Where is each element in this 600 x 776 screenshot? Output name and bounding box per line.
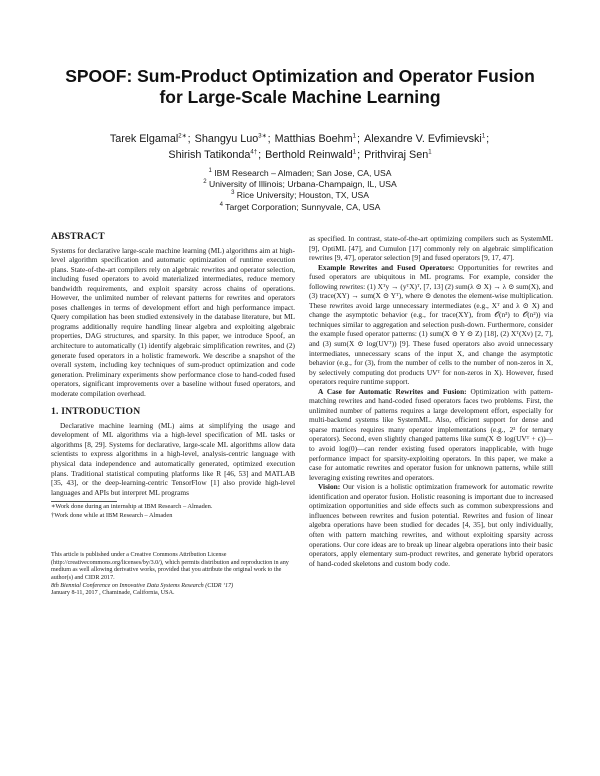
footnote-ibm: †Work done while at IBM Research – Almaden [51, 511, 173, 519]
vision-heading: Vision: [318, 482, 341, 492]
footnote-internship: ∗Work done during an internship at IBM Research – Almaden. [51, 503, 213, 511]
example-heading: Example Rewrites and Fused Operators: [318, 262, 455, 272]
case-paragraph [309, 387, 553, 482]
author-mark: 1 [428, 149, 432, 156]
author-name: Shirish Tatikonda [168, 149, 251, 161]
affiliation: $^2$ University of Illinois; Urbana-Champaign, IL, USA [203, 179, 397, 190]
license-text: This article is published under a Creative Commons Attribution License (http://creativecommons.org/licenses/by/3.0/), which permits distribution and reproduction in any medium as well allowing derivative works, provided that you attribute the original work to the author(s) and CIDR 2017. [51, 551, 289, 581]
author-row-1: Tarek Elgamal$^{2∗}$; Shangyu Luo$^{3∗}$; Matthias Boehm$^1$; Alexandre V. Evfimievski$^1$; [109, 133, 490, 145]
example-text: Opportunities for rewrites and fused operators are ubiquitous in ML programs. For example, consider the following rewrites: (1) Xᵀy → (yᵀX)ᵀ, [7, 13] (2) sum(λ ⊙ X) → λ ⊙ sum(X), and (3) trace(XY) → sum(X ⊙ Yᵀ), where ⊙ denotes the element-wise multiplication. These rewrites avoid large unnecessary intermediates (e.g., Xᵀ and λ ⊙ X) and change the asymptotic behavior (e.g., for trace(XY), from 𝒪(n³) to 𝒪(n²)) via techniques similar to aggregation and selection push-down. Furthermore, consider the example fused operator patterns: (1) sum(X ⊙ Y ⊙ Z) [18], (2) Xᵀ(Xv) [2, 7], and (3) sum(X ⊙ log(UVᵀ)) [9]. These fused operators also avoid unnecessary intermediates, unnecessary scans of the input X, and change the asymptotic behavior (e.g., for (3), from the number of cells to the number of non-zeros in X, by selectively computing dot products UVᵀ for non-zeros in X). However, fused operators require runtime support. [309, 262, 553, 387]
author-name: Tarek Elgamal [109, 133, 179, 145]
title-line-1: SPOOF: Sum-Product Optimization and Operator Fusion [65, 66, 535, 86]
author-mark: 1 [352, 133, 356, 140]
author-row-2: Shirish Tatikonda$^{4\dagger}$; Berthold Reinwald$^1$; Prithviraj Sen$^1$ [168, 149, 432, 161]
paper-title [40, 66, 560, 108]
affiliation: $^1$ IBM Research – Almaden; San Jose, CA, USA [208, 168, 392, 178]
continued-paragraph: as specified. In contrast, state-of-the-art optimizing compilers such as SystemML [9], OptiML [47], and Cumulon [17] commonly rely on algebraic simplification rewrites [9, 47], operator selection [9] and fused operators [9, 17, 47]. [309, 234, 553, 263]
case-heading: A Case for Automatic Rewrites and Fusion: [318, 386, 467, 396]
author-name: Berthold Reinwald [265, 149, 353, 161]
affiliation: $^3$ Rice University; Houston, TX, USA [231, 190, 369, 201]
affiliation: $^4$ Target Corporation; Sunnyvale, CA, USA [219, 201, 381, 212]
author-list [40, 131, 560, 163]
author-mark: 4† [250, 149, 258, 156]
author-mark: 1 [352, 149, 357, 156]
affiliation-list [40, 168, 560, 213]
conference-date: January 8-11, 2017 , Chaminade, California, USA. [51, 590, 175, 597]
right-column [309, 234, 553, 568]
author-mark: 2∗ [178, 133, 187, 140]
license-block [51, 552, 295, 598]
left-column [51, 232, 295, 598]
conference-name: 8th Biennial Conference on Innovative Data Systems Research (CIDR ‘17) [51, 582, 234, 589]
example-paragraph [309, 263, 553, 387]
author-mark: 1 [481, 133, 486, 140]
intro-heading: 1. INTRODUCTION [51, 406, 141, 418]
author-name: Alexandre V. Evfimievski [364, 133, 482, 145]
author-mark: 3∗ [258, 133, 267, 140]
author-name: Shangyu Luo [194, 133, 259, 145]
case-text: Optimization with pattern-matching rewrites and hand-coded fused operators faces two problems. First, the unlimited number of patterns requires a large development effort, especially for multi-backend systems like SystemML. Also, efficient support for dense and sparse matrices requires many operator implementations (e.g., 2³ for ternary operators). Second, even slightly changed patterns like sum(X ⊙ log(UVᵀ + ϵ))—to avoid log(0)—can render existing fused operators inapplicable, with huge performance impact for sparsity-exploiting operators. In this paper, we make a case for automatic rewrites and operator fusion for unknown patterns, while still leveraging existing rewrites and operators. [309, 386, 553, 482]
author-name: Matthias Boehm [274, 133, 353, 145]
intro-paragraph: Declarative machine learning (ML) aims at simplifying the usage and development of ML algorithms via a high-level specification of ML tasks or algorithms [8, 29]. Systems for declarative, large-scale ML algorithms allow data scientists to express algorithms in a high-level, analysis-centric language with physical data independence and automatically generated, optimized execution plans. Traditional statistical computing platforms like R [46, 53] and MATLAB [35, 43], or the deep-learning-centric TensorFlow [1] also provide high-level languages and APIs but interpret ML programs [51, 420, 295, 497]
abstract-text: Systems for declarative large-scale machine learning (ML) algorithms aim at high-level algorithm specification and automatic optimization of runtime execution plans. State-of-the-art compilers rely on algebraic rewrites and operator selection, including fused operators to avoid materialized intermediates, reduce memory bandwidth requirements, and exploit sparsity across chains of operations. However, the unlimited number of relevant patterns for rewrites and operators poses challenges in terms of development effort and high performance impact. Query compilation has been studied extensively in the database literature, but ML programs additionally require handling linear algebra and exploiting algebraic properties, DAG structures, and sparsity. In this paper, we introduce Spoof, an architecture to automatically (1) identify algebraic simplification rewrites, and (2) generate fused operators in a holistic framework. We describe a snapshot of the overall system, including key techniques of sum-product optimization and code generation. Preliminary experiments show performance close to hand-coded fused operators, significant improvements over a baseline without fused operators, and moderate compilation overhead. [51, 245, 295, 398]
author-name: Prithviraj Sen [364, 149, 429, 161]
vision-paragraph [309, 482, 553, 568]
vision-text: Our vision is a holistic optimization framework for automatic rewrite identification and operator fusion. Holistic reasoning is important due to increased optimization opportunities and side effects such as common subexpressions and influences between rewrites and fusion potential. Rewrites and fusion of linear algebra operations have been studied for decades [4, 35], but only individually, often with pattern matching rewrites, and without exploiting sparsity across operations. Our core ideas are to break up linear algebra operations into their basic operators, apply elementary sum-product rewrites, and generate hybrid operators of hand-coded skeletons and custom body code. [309, 482, 553, 568]
abstract-heading: ABSTRACT [51, 231, 105, 242]
title-line-2: for Large-Scale Machine Learning [159, 87, 441, 107]
